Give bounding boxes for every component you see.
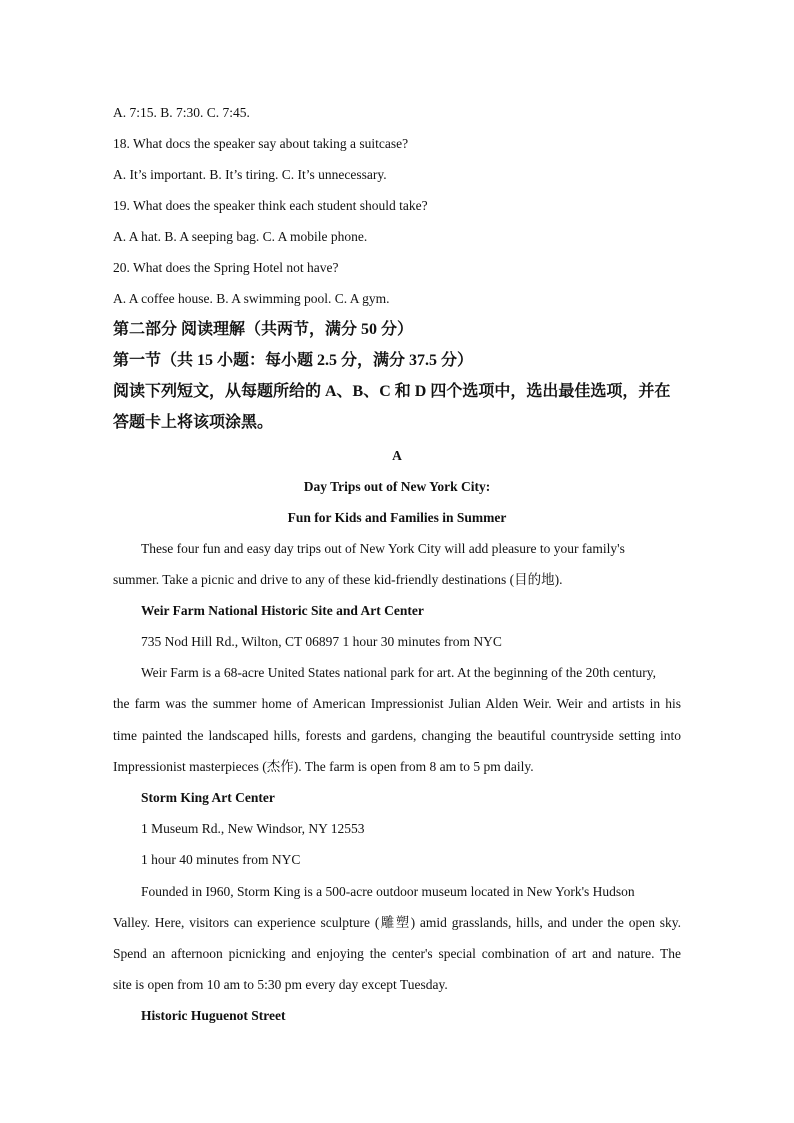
q18-options: A. It’s important. B. It’s tiring. C. It’s unnecessary. — [113, 167, 387, 182]
instruction-line-2: 答题卡上将该项涂黑。 — [113, 414, 274, 431]
weir-farm-heading: Weir Farm National Historic Site and Art Center — [141, 603, 424, 618]
passage-title-line-1: Day Trips out of New York City: — [303, 479, 491, 494]
weir-farm-paragraph-line-4: Impressionist masterpieces (杰作). The farm is open from 8 am to 5 pm daily. — [113, 759, 534, 774]
instruction-line-1: 阅读下列短文，从每题所给的 A、B、C 和 D 四个选项中，选出最佳选项，并在 — [113, 383, 671, 400]
storm-king-distance: 1 hour 40 minutes from NYC — [141, 852, 301, 867]
q19-question: 19. What does the speaker think each student should take? — [113, 198, 428, 213]
weir-farm-paragraph-line-3: time painted the landscaped hills, forests and gardens, changing the beautiful countryside setting into — [113, 728, 681, 743]
storm-king-heading: Storm King Art Center — [141, 790, 275, 805]
q20-options: A. A coffee house. B. A swimming pool. C. A gym. — [113, 291, 390, 306]
q19-options: A. A hat. B. A seeping bag. C. A mobile phone. — [113, 229, 368, 244]
q20-question: 20. What does the Spring Hotel not have? — [113, 260, 339, 275]
storm-king-paragraph-line-1: Founded in I960, Storm King is a 500-acre outdoor museum located in New York's Hudson — [141, 884, 635, 899]
weir-farm-address: 735 Nod Hill Rd., Wilton, CT 06897 1 hour 30 minutes from NYC — [141, 634, 502, 649]
section-title: 第一节（共 15 小题：每小题 2.5 分，满分 37.5 分） — [113, 352, 474, 369]
storm-king-paragraph-line-3: Spend an afternoon picnicking and enjoying the center's special combination of art and nature. The — [113, 946, 681, 961]
weir-farm-paragraph-line-2: the farm was the summer home of American Impressionist Julian Alden Weir. Weir and artists in his — [113, 696, 681, 711]
huguenot-street-heading: Historic Huguenot Street — [141, 1008, 286, 1023]
storm-king-address: 1 Museum Rd., New Windsor, NY 12553 — [141, 821, 365, 836]
q18-question: 18. What docs the speaker say about taking a suitcase? — [113, 136, 409, 151]
q17-options: A. 7:15. B. 7:30. C. 7:45. — [113, 105, 250, 120]
passage-letter: A — [392, 448, 402, 463]
intro-line-1: These four fun and easy day trips out of New York City will add pleasure to your family's — [141, 541, 625, 556]
part-title: 第二部分 阅读理解（共两节，满分 50 分） — [113, 321, 414, 338]
storm-king-paragraph-line-4: site is open from 10 am to 5:30 pm every day except Tuesday. — [113, 977, 448, 992]
storm-king-paragraph-line-2: Valley. Here, visitors can experience sculpture (雕塑) amid grasslands, hills, and under the open sky. — [113, 915, 681, 930]
intro-line-2: summer. Take a picnic and drive to any of these kid-friendly destinations (目的地). — [113, 572, 563, 587]
passage-title-line-2: Fun for Kids and Families in Summer — [287, 510, 507, 525]
weir-farm-paragraph-line-1: Weir Farm is a 68-acre United States national park for art. At the beginning of the 20th century, — [141, 665, 657, 680]
